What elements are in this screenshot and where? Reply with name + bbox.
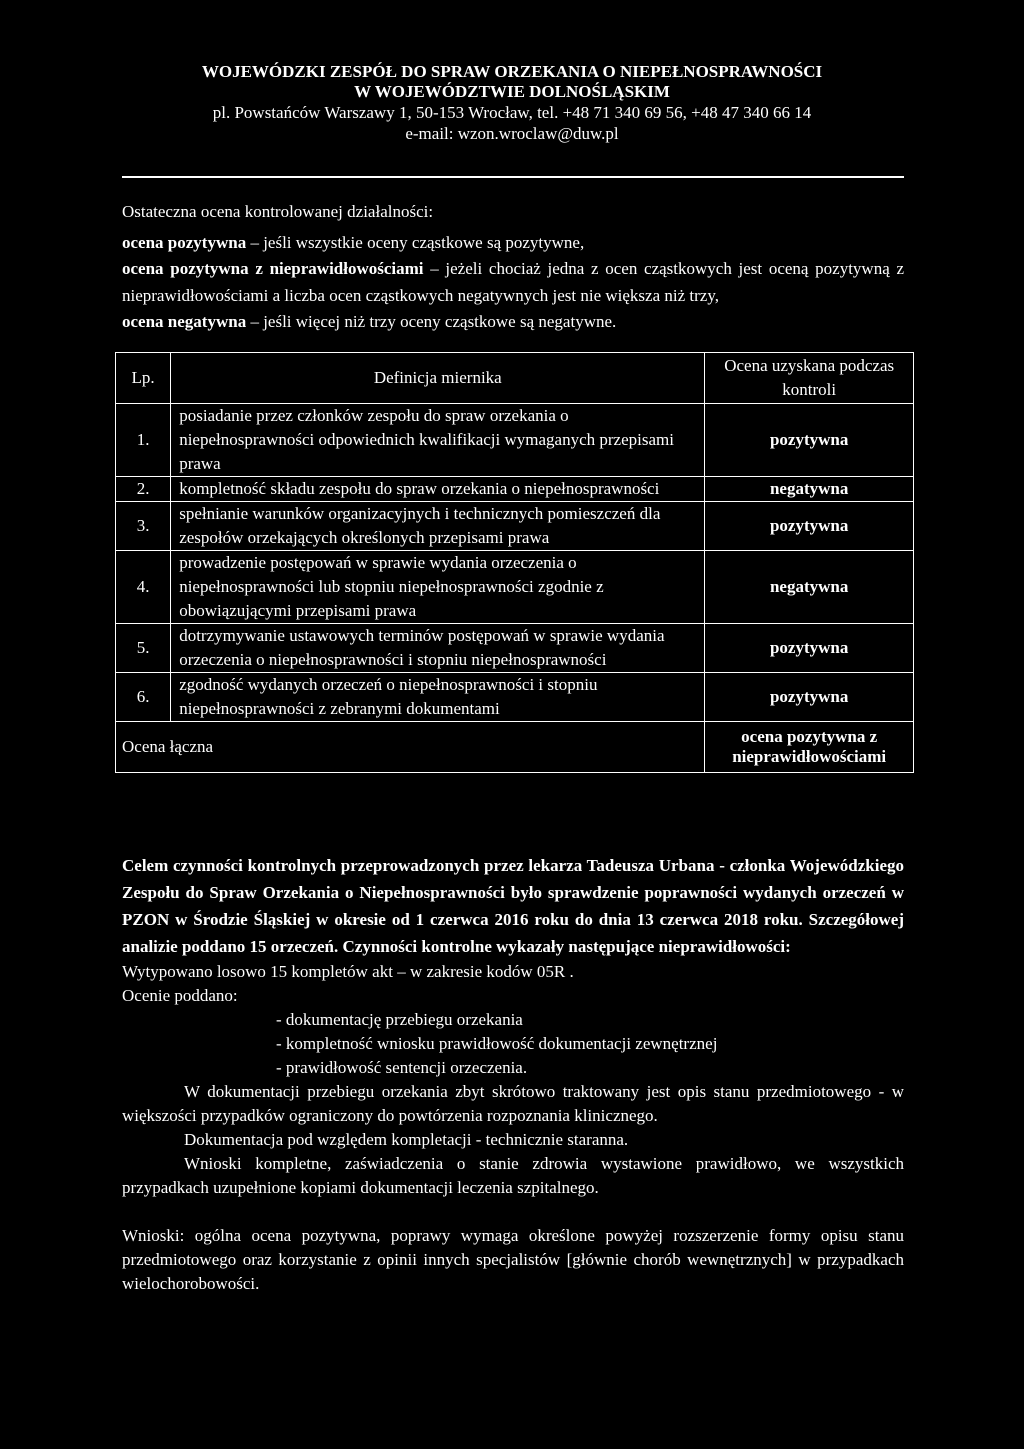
- row-no: 5.: [116, 624, 171, 673]
- criterion-positive-text: – jeśli wszystkie oceny cząstkowe są pozytywne,: [246, 232, 585, 252]
- row-no: 1.: [116, 404, 171, 477]
- header-definition: Definicja miernika: [171, 353, 705, 404]
- assessment-criteria: [122, 199, 904, 336]
- criteria-intro: Ostateczna ocena kontrolowanej działalności:: [122, 202, 434, 221]
- header-divider: [122, 176, 904, 178]
- table-row: [116, 673, 914, 722]
- report-body: [122, 852, 904, 1296]
- conclusion-paragraph: Wnioski: ogólna ocena pozytywna, poprawy wymaga określone powyżej rozszerzenie formy opisu stanu przedmiotowego oraz korzystanie z opinii innych specjalistów [głównie chorób wewnętrznych] w przypadkach wielochorobowości.: [122, 1226, 904, 1293]
- row-result: pozytywna: [705, 404, 914, 477]
- criterion-positive-irregular-term: ocena pozytywna z nieprawidłowościami: [122, 259, 424, 278]
- criterion-negative: [122, 309, 904, 336]
- list-item: - kompletność wniosku prawidłowość dokumentacji zewnętrznej: [276, 1034, 718, 1053]
- institution-name: WOJEWÓDZKI ZESPÓŁ DO SPRAW ORZEKANIA O NIEPEŁNOSPRAWNOŚCI: [201, 62, 823, 81]
- row-definition: kompletność składu zespołu do spraw orzekania o niepełnosprawności: [171, 477, 705, 502]
- row-definition: posiadanie przez członków zespołu do spraw orzekania o niepełnosprawności odpowiednich kwalifikacji wymaganych przepisami prawa: [171, 404, 705, 477]
- total-label: Ocena łączna: [116, 722, 705, 773]
- row-definition: prowadzenie postępowań w sprawie wydania orzeczenia o niepełnosprawności lub stopniu niepełnosprawności zgodnie z obowiązującymi przepisami prawa: [171, 551, 705, 624]
- finding-paragraph: Dokumentacja pod względem kompletacji - technicznie staranna.: [184, 1130, 629, 1149]
- criterion-positive: [122, 230, 904, 257]
- row-no: 3.: [116, 502, 171, 551]
- institution-region: W WOJEWÓDZTWIE DOLNOŚLĄSKIM: [354, 82, 670, 101]
- finding-paragraph: W dokumentacji przebiegu orzekania zbyt skrótowo traktowany jest opis stanu przedmiotowego - w większości przypadków ograniczony do powtórzenia rozpoznania klinicznego.: [122, 1082, 904, 1125]
- row-result: pozytywna: [705, 502, 914, 551]
- table-row: [116, 624, 914, 673]
- finding-paragraph: Wnioski kompletne, zaświadczenia o stanie zdrowia wystawione prawidłowo, we wszystkich przypadkach uzupełnione kopiami dokumentacji leczenia szpitalnego.: [122, 1154, 904, 1197]
- table-row: [116, 404, 914, 477]
- assessed-list: [122, 1008, 904, 1080]
- criterion-positive-term: ocena pozytywna: [122, 232, 247, 252]
- table-total-row: [116, 722, 914, 773]
- criterion-negative-term: ocena negatywna: [122, 312, 247, 331]
- header-result: Ocena uzyskana podczas kontroli: [705, 353, 914, 404]
- criterion-positive-irregular-text: – jeżeli chociaż jedna z ocen cząstkowych jest oceną pozytywną z nieprawidłowościami a liczba ocen cząstkowych negatywnych jest nie większa niż trzy,: [122, 259, 904, 305]
- header-no: Lp.: [116, 353, 171, 404]
- row-no: 2.: [116, 477, 171, 502]
- letterhead: [0, 62, 1024, 144]
- assessment-table: [115, 352, 914, 773]
- total-result: ocena pozytywna z nieprawidłowościami: [705, 722, 914, 773]
- sampled-files: Wytypowano losowo 15 kompletów akt – w zakresie kodów 05R .: [122, 962, 574, 981]
- list-item: - dokumentację przebiegu orzekania: [276, 1010, 523, 1029]
- row-definition: zgodność wydanych orzeczeń o niepełnosprawności i stopniu niepełnosprawności z zebranymi dokumentami: [171, 673, 705, 722]
- table-header-row: [116, 353, 914, 404]
- row-definition: spełnianie warunków organizacyjnych i technicznych pomieszczeń dla zespołów orzekających określonych przepisami prawa: [171, 502, 705, 551]
- row-result: pozytywna: [705, 673, 914, 722]
- table-row: [116, 477, 914, 502]
- row-result: pozytywna: [705, 624, 914, 673]
- criterion-negative-text: – jeśli więcej niż trzy oceny cząstkowe są negatywne.: [246, 312, 617, 331]
- row-result: negatywna: [705, 477, 914, 502]
- row-definition: dotrzymywanie ustawowych terminów postępowań w sprawie wydania orzeczenia o niepełnosprawności i stopniu niepełnosprawności: [171, 624, 705, 673]
- row-no: 4.: [116, 551, 171, 624]
- table-row: [116, 551, 914, 624]
- institution-address: pl. Powstańców Warszawy 1, 50-153 Wrocław, tel. +48 71 340 69 56, +48 47 340 66 14: [212, 103, 812, 122]
- list-item: - prawidłowość sentencji orzeczenia.: [276, 1058, 528, 1077]
- spacer: [122, 1200, 904, 1224]
- row-no: 6.: [116, 673, 171, 722]
- assessed-intro: Ocenie poddano:: [122, 986, 238, 1005]
- criterion-positive-irregular: [122, 256, 904, 309]
- purpose-paragraph: Celem czynności kontrolnych przeprowadzonych przez lekarza Tadeusza Urbana - członka Wojewódzkiego Zespołu do Spraw Orzekania o Niepełnosprawności było sprawdzenie poprawności wydanych orzeczeń w PZON w Środzie Śląskiej w okresie od 1 czerwca 2016 roku do dnia 13 czerwca 2018 roku. Szczegółowej analizie poddano 15 orzeczeń. Czynności kontrolne wykazały następujące nieprawidłowości:: [122, 856, 904, 956]
- table-row: [116, 502, 914, 551]
- row-result: negatywna: [705, 551, 914, 624]
- institution-email: e-mail: wzon.wroclaw@duw.pl: [405, 124, 619, 143]
